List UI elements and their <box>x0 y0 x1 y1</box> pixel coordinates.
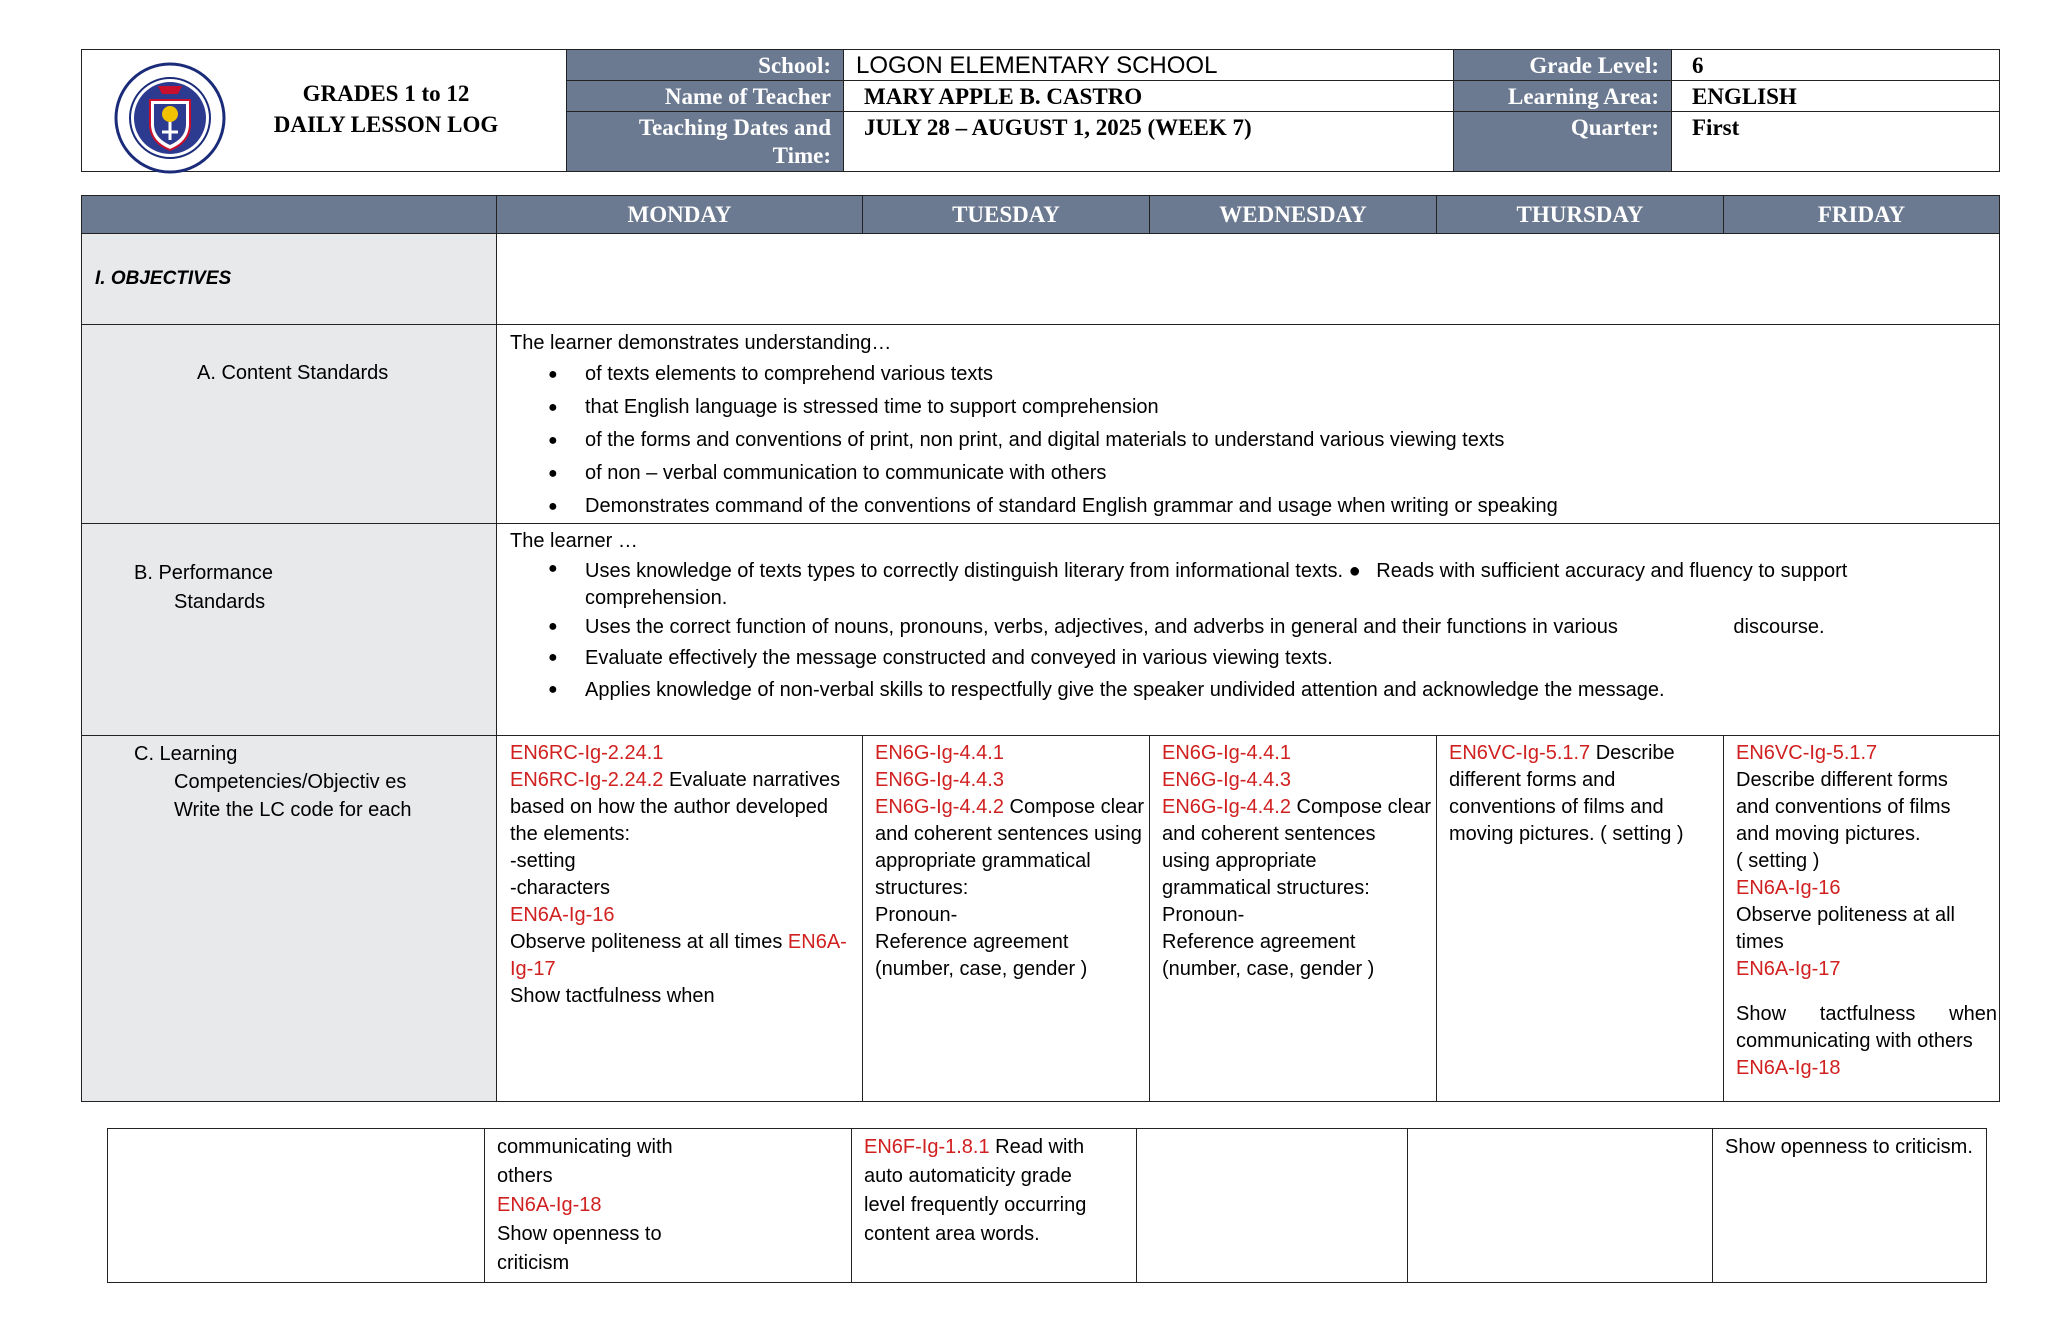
lc-code: EN6RC-Ig-2.24.2 <box>510 769 664 791</box>
lc-code: EN6A- <box>787 931 847 953</box>
lc-code: EN6A-Ig-18 <box>1736 1057 1841 1079</box>
day-header-row <box>82 196 2000 234</box>
content-standards-intro: The learner demonstrates understanding… <box>510 332 892 354</box>
continuation-friday: Show openness to criticism. <box>1713 1129 1987 1283</box>
lc-code: EN6G-Ig-4.4.1 <box>1162 742 1291 764</box>
competencies-label-2: Competencies/Objectiv es <box>174 771 407 793</box>
continuation-table <box>107 1128 1987 1283</box>
competencies-label-3: Write the LC code for each <box>174 799 412 821</box>
lc-code: EN6VC-Ig-5.1.7 <box>1449 742 1591 764</box>
competencies-thursday: EN6VC-Ig-5.1.7 Describe different forms and conventions of films and moving pictures. ( setting ) <box>1437 736 1724 1102</box>
objectives-label: I. OBJECTIVES <box>82 234 497 325</box>
performance-standards-list <box>510 555 1986 706</box>
list-item: ● Evaluate effectively the message constructed and conveyed in various viewing texts. <box>510 642 1986 674</box>
header-logo-title-cell <box>82 50 567 172</box>
list-item: ● Uses the correct function of nouns, pronouns, verbs, adjectives, and adverbs in general and their functions in various discourse. <box>510 612 1986 642</box>
list-item: ● Demonstrates command of the conventions of standard English grammar and usage when writing or speaking <box>510 490 1986 523</box>
list-item: ● of texts elements to comprehend various texts <box>510 358 1986 391</box>
lc-code: EN6A-Ig-16 <box>510 904 615 926</box>
lc-code: EN6A-Ig-17 <box>1736 958 1841 980</box>
continuation-thursday <box>1408 1129 1713 1283</box>
header-title-line1: GRADES 1 to 12 <box>302 81 470 106</box>
performance-standards-cell <box>497 524 2000 736</box>
lc-code: EN6VC-Ig-5.1.7 <box>1736 742 1878 764</box>
performance-standards-row <box>82 524 2000 736</box>
content-standards-cell <box>497 325 2000 524</box>
quarter-value: First <box>1672 112 2000 172</box>
lc-code: EN6A-Ig-18 <box>497 1194 602 1216</box>
grade-level-value: 6 <box>1672 50 2000 81</box>
content-standards-label: A. Content Standards <box>197 362 389 384</box>
content-standards-label-cell <box>82 325 497 524</box>
lc-code: EN6G-Ig-4.4.1 <box>875 742 1004 764</box>
quarter-label: Quarter: <box>1454 112 1672 172</box>
header-table <box>81 49 2000 172</box>
teacher-value: MARY APPLE B. CASTRO <box>844 81 1454 112</box>
teaching-dates-value: JULY 28 – AUGUST 1, 2025 (WEEK 7) <box>844 112 1454 172</box>
lc-code: EN6G-Ig-4.4.3 <box>875 769 1004 791</box>
competencies-label-cell <box>82 736 497 1102</box>
competencies-friday: EN6VC-Ig-5.1.7 Describe different forms and conventions of films and moving pictures. ( setting ) EN6A-Ig-16 Observe politeness at all times EN6A-Ig-17 Show tactfulness when communicating with others EN6A-Ig-18 <box>1724 736 2000 1102</box>
learning-area-value: ENGLISH <box>1672 81 2000 112</box>
continuation-label-cell <box>108 1129 485 1283</box>
content-standards-row <box>82 325 2000 524</box>
lesson-log-table <box>81 195 2000 1102</box>
day-wednesday: WEDNESDAY <box>1150 196 1437 234</box>
list-item: ● Uses knowledge of texts types to correctly distinguish literary from informational texts. ● Reads with sufficient accuracy and fluency to support comprehension. <box>510 555 1986 612</box>
day-thursday: THURSDAY <box>1437 196 1724 234</box>
deped-seal-logo <box>114 62 226 174</box>
continuation-row <box>108 1129 1987 1283</box>
header-title-line2: DAILY LESSON LOG <box>273 112 499 137</box>
list-item: ● of the forms and conventions of print, non print, and digital materials to understand various viewing texts <box>510 424 1986 457</box>
content-standards-list <box>510 358 1986 523</box>
teacher-label: Name of Teacher <box>567 81 844 112</box>
competencies-row <box>82 736 2000 1102</box>
performance-standards-label-cell <box>82 524 497 736</box>
day-monday: MONDAY <box>497 196 863 234</box>
lc-code: EN6A-Ig-16 <box>1736 877 1841 899</box>
list-item: ● that English language is stressed time to support comprehension <box>510 391 1986 424</box>
list-item: ● Applies knowledge of non-verbal skills to respectfully give the speaker undivided attention and acknowledge the message. <box>510 674 1986 706</box>
day-header-blank <box>82 196 497 234</box>
competencies-wednesday: EN6G-Ig-4.4.1 EN6G-Ig-4.4.3 EN6G-Ig-4.4.2 Compose clear and coherent sentences using appropriate grammatical structures: Pronoun- Reference agreement (number, case, gender ) <box>1150 736 1437 1102</box>
objectives-row <box>82 234 2000 325</box>
lc-code: EN6G-Ig-4.4.2 <box>1162 796 1291 818</box>
objectives-content <box>497 234 2000 325</box>
performance-standards-label-2: Standards <box>174 591 266 613</box>
continuation-tuesday: EN6F-Ig-1.8.1 Read with auto automaticity grade level frequently occurring content area words. <box>852 1129 1137 1283</box>
competencies-label-1: C. Learning <box>134 743 238 765</box>
competencies-monday: EN6RC-Ig-2.24.1 EN6RC-Ig-2.24.2 Evaluate narratives based on how the author developed the elements: -setting -characters EN6A-Ig-16 Observe politeness at all times EN6A- Ig-17 Show tactfulness when <box>497 736 863 1102</box>
day-friday: FRIDAY <box>1724 196 2000 234</box>
school-value: LOGON ELEMENTARY SCHOOL <box>844 50 1454 81</box>
lc-code: EN6RC-Ig-2.24.1 <box>510 742 664 764</box>
grade-level-label: Grade Level: <box>1454 50 1672 81</box>
lc-code: EN6F-Ig-1.8.1 <box>864 1136 990 1158</box>
lc-code: EN6G-Ig-4.4.3 <box>1162 769 1291 791</box>
performance-standards-label-1: B. Performance <box>134 562 273 584</box>
competencies-tuesday: EN6G-Ig-4.4.1 EN6G-Ig-4.4.3 EN6G-Ig-4.4.2 Compose clear and coherent sentences using appropriate grammatical structures: Pronoun- Reference agreement (number, case, gender ) <box>863 736 1150 1102</box>
school-label: School: <box>567 50 844 81</box>
day-tuesday: TUESDAY <box>863 196 1150 234</box>
continuation-wednesday <box>1137 1129 1408 1283</box>
teaching-dates-label: Teaching Dates and Time: <box>567 112 844 172</box>
learning-area-label: Learning Area: <box>1454 81 1672 112</box>
performance-standards-intro: The learner … <box>510 530 638 552</box>
continuation-monday: communicating with others EN6A-Ig-18 Show openness to criticism <box>485 1129 852 1283</box>
lc-code: Ig-17 <box>510 958 556 980</box>
list-item: ● of non – verbal communication to communicate with others <box>510 457 1986 490</box>
lc-code: EN6G-Ig-4.4.2 <box>875 796 1004 818</box>
